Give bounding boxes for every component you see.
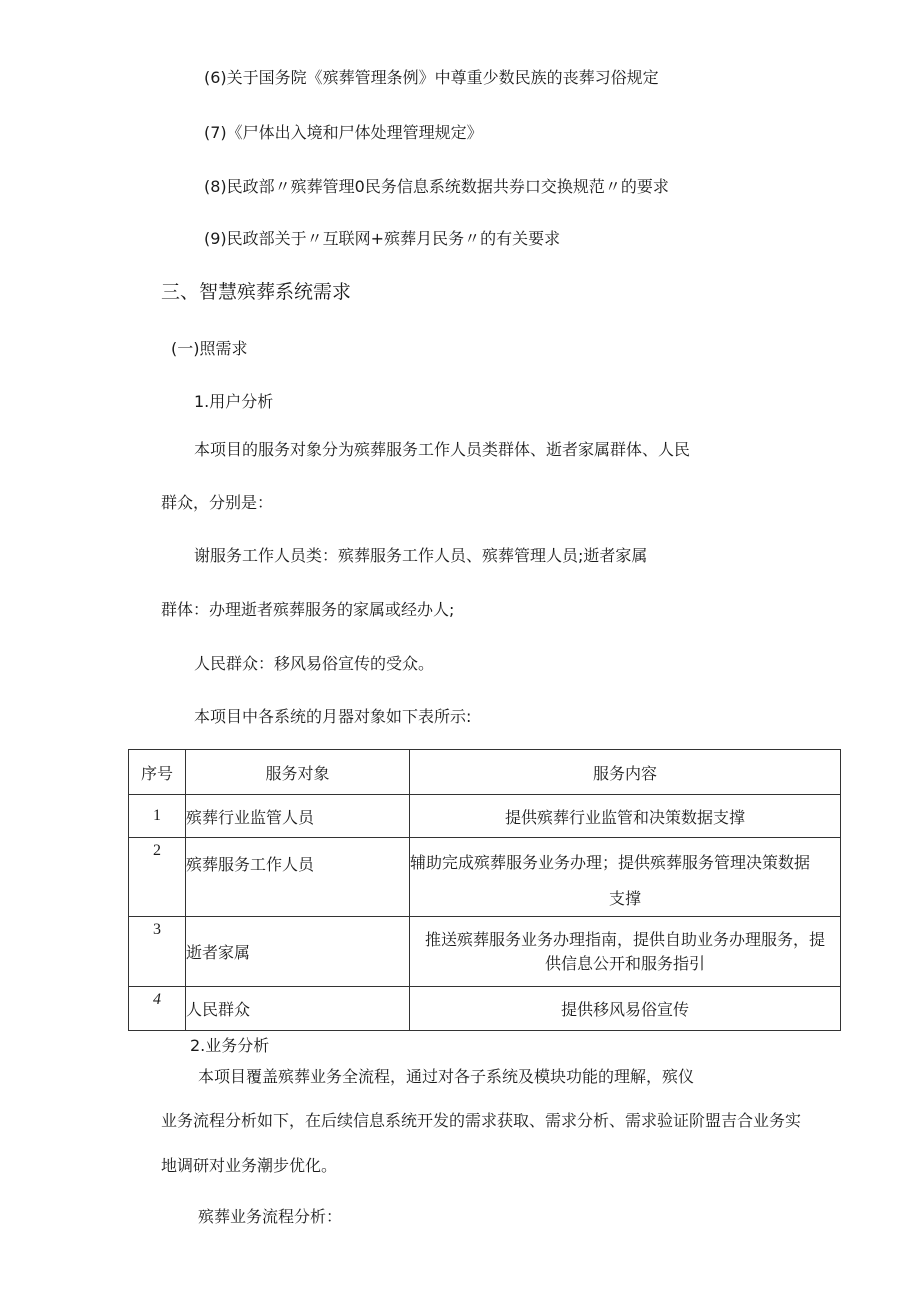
cell-content [410,917,841,987]
cell-no: 4 [129,987,186,1031]
list-item-6: (6)关于国务院《殡葬管理条例》中尊重少数民族的丧葬习俗规定 [204,68,659,87]
table-row [129,917,841,987]
paragraph-line: 人民群众：移风易俗宣传的受众。 [194,654,435,673]
paragraph-line: 本项目覆盖殡葬业务全流程，通过对各子系统及模块功能的理解，殡仪 [198,1067,695,1086]
section-heading: 三、智慧殡葬系统需求 [161,281,352,303]
cell-target: 人民群众 [186,987,410,1031]
list-item-7: (7)《尸体出入境和尸体处理管理规定》 [204,123,483,142]
sub-heading: (一)照需求 [171,339,248,358]
cell-target: 殡葬服务工作人员 [186,838,410,917]
header-no: 序号 [129,750,186,795]
list-item-9: (9)民政部关于〃互联网+殡葬月民务〃的有关要求 [204,229,561,248]
cell-content: 提供移风易俗宣传 [410,987,841,1031]
cell-content: 提供殡葬行业监管和决策数据支撑 [410,795,841,838]
paragraph-line: 群众，分别是： [161,493,274,512]
table-row [129,987,841,1031]
cell-content-line: 供信息公开和服务指引 [544,953,705,973]
business-analysis-heading: 2.业务分析 [190,1036,270,1055]
cell-target: 逝者家属 [186,917,410,987]
cell-content-line: 支撑 [608,889,641,908]
user-analysis-heading: 1.用户分析 [194,392,274,411]
table-caption: 本项目中各系统的月器对象如下表所示: [194,707,472,726]
paragraph-line: 本项目的服务对象分为殡葬服务工作人员类群体、逝者家属群体、人民 [194,440,691,459]
paragraph-line: 群体：办理逝者殡葬服务的家属或经办人; [161,600,455,619]
cell-no: 3 [129,917,186,987]
header-content: 服务内容 [410,750,841,795]
table-header-row [129,750,841,795]
table-row [129,795,841,838]
table-row [129,838,841,917]
header-target: 服务对象 [186,750,410,795]
cell-no: 2 [129,838,186,917]
list-item-8: (8)民政部〃殡葬管理0民务信息系统数据共券口交换规范〃的要求 [204,177,669,196]
flow-label: 殡葬业务流程分析： [198,1207,343,1226]
cell-content [410,838,841,917]
service-target-table [128,749,841,1031]
paragraph-line: 地调研对业务潮步优化。 [161,1156,338,1175]
paragraph-line: 谢服务工作人员类：殡葬服务工作人员、殡葬管理人员;逝者家属 [194,546,648,565]
cell-no: 1 [129,795,186,838]
cell-content-line: 辅助完成殡葬服务业务办理；提供殡葬服务管理决策数据 [410,853,811,872]
cell-content-line: 推送殡葬服务业务办理指南，提供自助业务办理服务，提 [424,929,825,949]
cell-target: 殡葬行业监管人员 [186,795,410,838]
paragraph-line: 业务流程分析如下，在后续信息系统开发的需求获取、需求分析、需求验证阶盟吉合业务实 [161,1111,802,1130]
